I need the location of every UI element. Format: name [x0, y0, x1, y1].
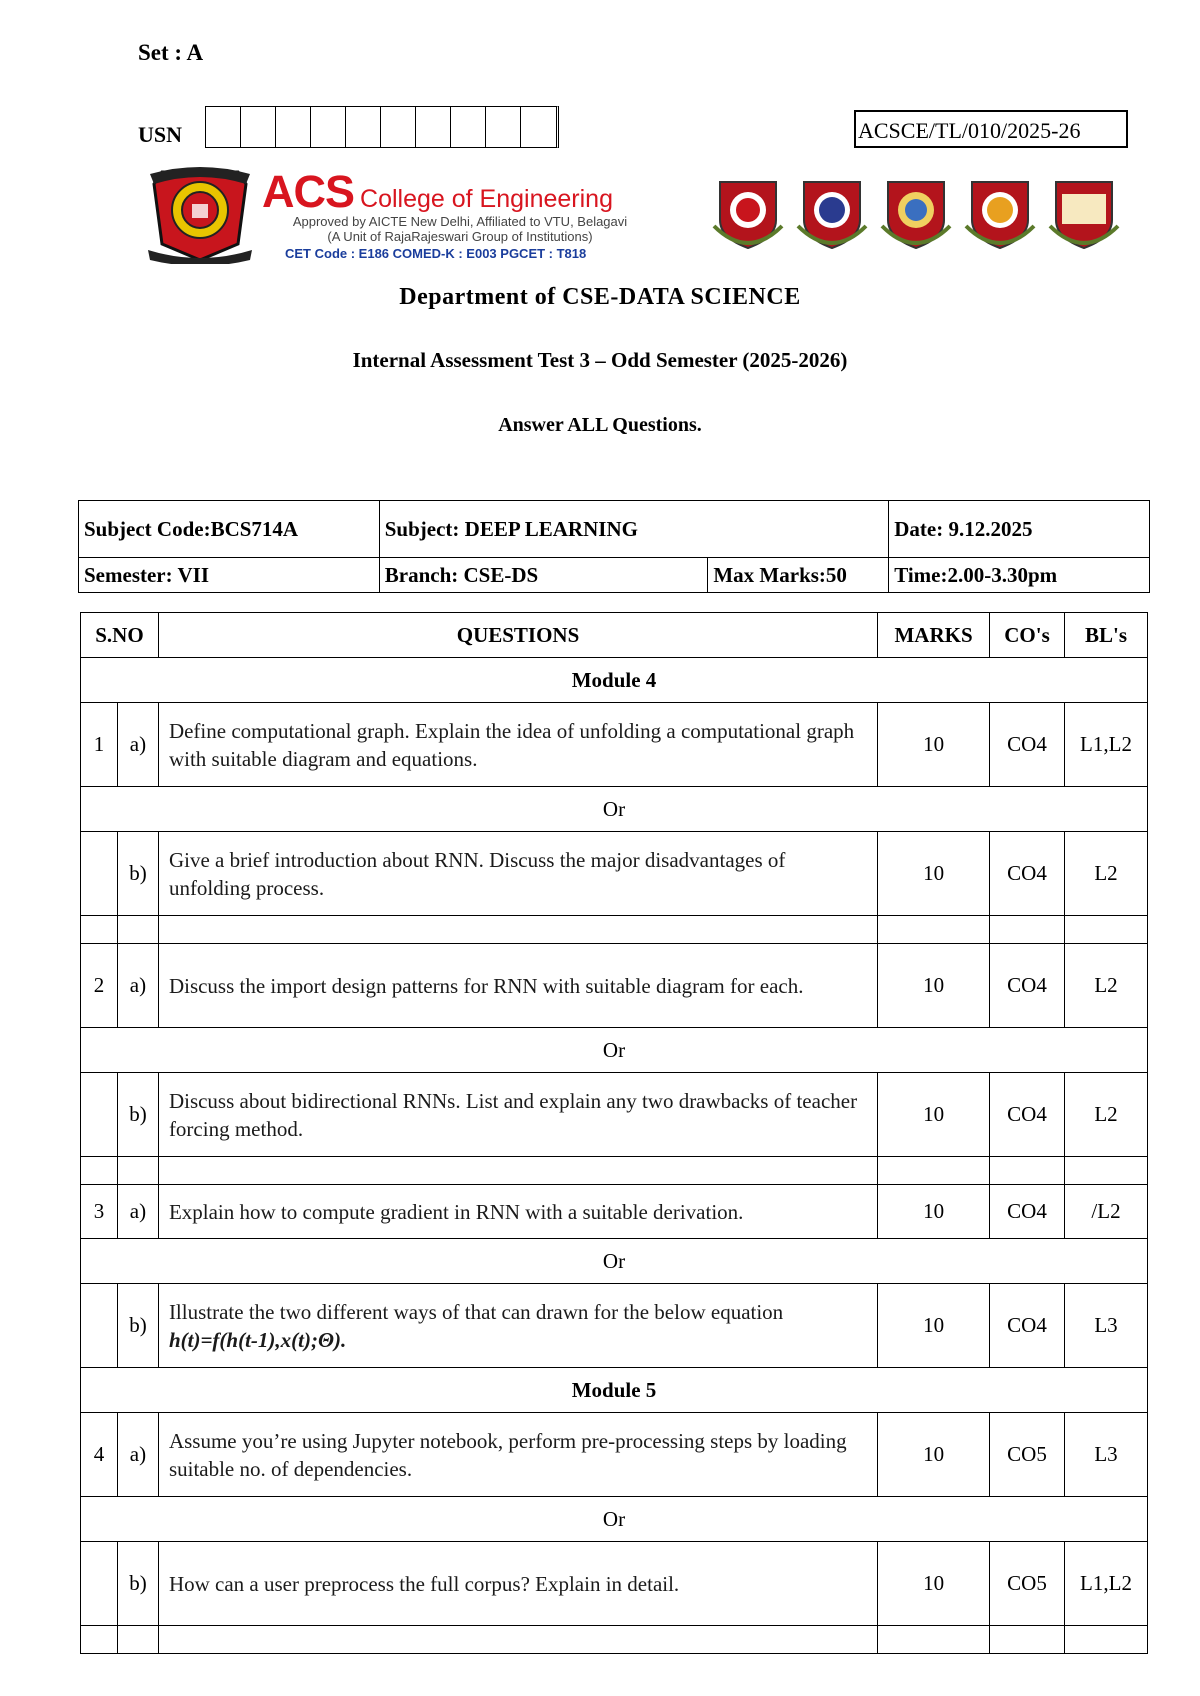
or-divider: Or: [81, 787, 1148, 832]
college-name: [262, 166, 613, 218]
cet-code: CET Code : E186 COMED-K : E003 PGCET : T818: [285, 246, 587, 261]
exam-date: Date: 9.12.2025: [889, 501, 1150, 558]
or-divider: Or: [81, 1028, 1148, 1073]
set-label: Set : A: [138, 40, 204, 65]
subject-name: Subject: DEEP LEARNING: [379, 501, 888, 558]
question-part: a): [117, 1185, 158, 1239]
question-co: CO4: [990, 1185, 1065, 1239]
naac-badge-icon: [712, 176, 784, 252]
question-bl: L1,L2: [1065, 703, 1148, 787]
table-row: [81, 832, 1148, 916]
college-long-name: College of Engineering: [360, 185, 613, 213]
approval-line-1: Approved by AICTE New Delhi, Affiliated to VTU, Belagavi: [292, 214, 628, 229]
header-marks: MARKS: [878, 613, 990, 658]
question-co: CO4: [990, 1284, 1065, 1368]
test-title: Internal Assessment Test 3 – Odd Semester (2025-2026): [352, 348, 848, 372]
question-part: a): [117, 944, 158, 1028]
question-co: CO5: [990, 1413, 1065, 1497]
question-marks: 10: [878, 1073, 990, 1157]
usn-boxes[interactable]: [205, 106, 559, 148]
question-number: 4: [81, 1413, 118, 1497]
header-bls: BL's: [1065, 613, 1148, 658]
question-text: How can a user preprocess the full corpus? Explain in detail.: [158, 1542, 877, 1626]
usn-label: USN: [138, 122, 183, 147]
question-number: [81, 1284, 118, 1368]
questions-table: [80, 612, 1148, 1654]
question-marks: 10: [878, 1542, 990, 1626]
spacer-row: [81, 1157, 1148, 1185]
question-marks: 10: [878, 1185, 990, 1239]
spacer-row: [81, 1626, 1148, 1654]
ranking-badge-icon: [964, 176, 1036, 252]
question-number: 1: [81, 703, 118, 787]
college-logo-icon: [142, 164, 258, 264]
question-text: Define computational graph. Explain the idea of unfolding a computational graph with suitable diagram and equations.: [158, 703, 877, 787]
department-title: Department of CSE-DATA SCIENCE: [399, 284, 801, 310]
question-number: 3: [81, 1185, 118, 1239]
question-text: Give a brief introduction about RNN. Discuss the major disadvantages of unfolding process.: [158, 832, 877, 916]
question-text: [158, 1284, 877, 1368]
question-text: Assume you’re using Jupyter notebook, perform pre-processing steps by loading suitable no. of dependencies.: [158, 1413, 877, 1497]
header-questions: QUESTIONS: [158, 613, 877, 658]
question-co: CO5: [990, 1542, 1065, 1626]
header-sno: S.NO: [81, 613, 159, 658]
question-bl: L2: [1065, 1073, 1148, 1157]
table-row: [81, 1073, 1148, 1157]
document-code: ACSCE/TL/010/2025-26: [854, 110, 1128, 148]
max-marks: Max Marks:50: [708, 558, 889, 593]
instruction: Answer ALL Questions.: [498, 414, 702, 436]
question-bl: L3: [1065, 1413, 1148, 1497]
question-marks: 10: [878, 1413, 990, 1497]
table-row: [81, 1542, 1148, 1626]
table-row: [81, 1284, 1148, 1368]
question-marks: 10: [878, 703, 990, 787]
table-row: [81, 703, 1148, 787]
question-text: Discuss about bidirectional RNNs. List and explain any two drawbacks of teacher forcing method.: [158, 1073, 877, 1157]
table-row: [81, 1185, 1148, 1239]
question-co: CO4: [990, 944, 1065, 1028]
question-number: [81, 832, 118, 916]
question-co: CO4: [990, 703, 1065, 787]
or-divider: Or: [81, 1497, 1148, 1542]
question-marks: 10: [878, 832, 990, 916]
question-part: b): [117, 832, 158, 916]
question-part: b): [117, 1284, 158, 1368]
info-table: [78, 500, 1150, 593]
table-row: [81, 1413, 1148, 1497]
question-part: a): [117, 703, 158, 787]
question-number: [81, 1542, 118, 1626]
question-co: CO4: [990, 1073, 1065, 1157]
exam-time: Time:2.00-3.30pm: [889, 558, 1150, 593]
college-approval: [260, 214, 660, 244]
question-co: CO4: [990, 832, 1065, 916]
question-number: 2: [81, 944, 118, 1028]
nba-badge-icon: [880, 176, 952, 252]
question-part: b): [117, 1073, 158, 1157]
semester: Semester: VII: [79, 558, 380, 593]
question-part: b): [117, 1542, 158, 1626]
vtu-badge-icon: [796, 176, 868, 252]
module-5-heading: Module 5: [81, 1368, 1148, 1413]
equation: h(t)=f(h(t-1),x(t);Θ).: [168, 1327, 347, 1352]
table-row: [81, 944, 1148, 1028]
or-divider: Or: [81, 1239, 1148, 1284]
question-part: a): [117, 1413, 158, 1497]
question-text-body: Illustrate the two different ways of that can drawn for the below equation: [168, 1299, 784, 1324]
question-text: Discuss the import design patterns for RNN with suitable diagram for each.: [158, 944, 877, 1028]
subject-code: Subject Code:BCS714A: [79, 501, 380, 558]
question-bl: L2: [1065, 832, 1148, 916]
question-bl: L1,L2: [1065, 1542, 1148, 1626]
question-bl: L3: [1065, 1284, 1148, 1368]
question-bl: L2: [1065, 944, 1148, 1028]
spacer-row: [81, 916, 1148, 944]
branch: Branch: CSE-DS: [379, 558, 708, 593]
header-cos: CO's: [990, 613, 1065, 658]
question-marks: 10: [878, 1284, 990, 1368]
module-4-heading: Module 4: [81, 658, 1148, 703]
question-number: [81, 1073, 118, 1157]
question-text: Explain how to compute gradient in RNN with a suitable derivation.: [158, 1185, 877, 1239]
question-marks: 10: [878, 944, 990, 1028]
question-bl: /L2: [1065, 1185, 1148, 1239]
approval-line-2: (A Unit of RajaRajeswari Group of Institutions): [327, 229, 593, 244]
college-short-name: ACS: [262, 166, 355, 217]
higher-education-badge-icon: [1048, 176, 1120, 252]
